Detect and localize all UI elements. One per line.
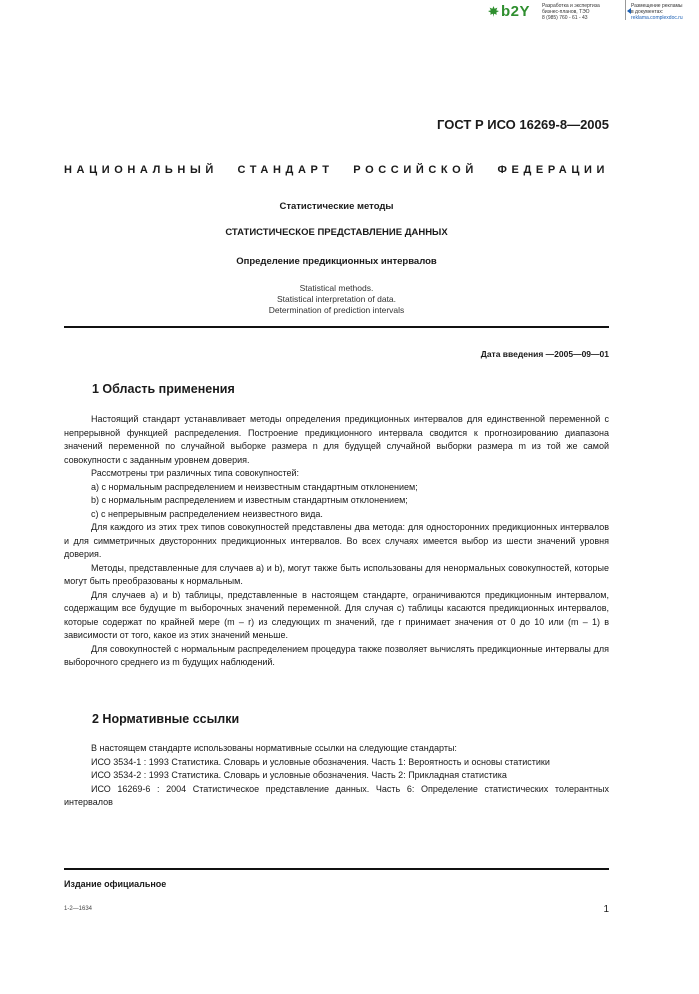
paragraph: Для случаев a) и b) таблицы, представленные в настоящем стандарте, ограничиваются предикционным интервалом, содержащим все будущие m выборочных значений переменной. Для случая c) таблицы касаются предикционных интервалов, которые содержат по крайней мере (m – r) из следующих m значений, где r принимает значения от 0 до 10 или (m – 1) в зависимости от того, какое из этих значений меньше.: [64, 589, 609, 640]
footer-divider: [64, 868, 609, 870]
print-code: 1-2—1634: [64, 906, 93, 912]
section-heading: 1 Область применения: [92, 382, 235, 396]
english-title-line: Determination of prediction intervals: [268, 305, 405, 315]
english-title-line: Statistical interpretation of data.: [276, 294, 397, 304]
paragraph: a) с нормальным распределением и неизвестным стандартным отклонением;: [91, 481, 418, 492]
ad-left-line: Разработка и экспертиза: [542, 3, 600, 9]
ad-right-block[interactable]: [631, 3, 699, 21]
paragraph: Рассмотрены три различных типа совокупностей:: [91, 468, 300, 478]
ad-left-line: 8 (985) 760 - 61 - 43: [542, 15, 588, 21]
section-heading: 2 Нормативные ссылки: [92, 712, 240, 726]
paragraph: В настоящем стандарте использованы нормативные ссылки на следующие стандарты:: [91, 743, 457, 753]
paragraph: Для каждого из этих трех типов совокупностей представлены два метода: для односторонних предикционных интервалов и для симметричных двусторонних предикционных интервалов. Во всех случаях имеется выбор из шести значений уровня доверия.: [64, 522, 609, 559]
paragraph: c) с непрерывным распределением неизвестного вида.: [91, 508, 323, 519]
paragraph: b) с нормальным распределением и известным стандартным отклонением;: [91, 495, 408, 505]
paragraph: Для совокупностей с нормальным распределением процедура также позволяет вычислять предикционные интервалы для выборочного среднего из m будущих наблюдений.: [64, 643, 609, 667]
section-body: [64, 742, 609, 810]
official-edition-label: Издание официальное: [64, 879, 167, 889]
page-number: 1: [603, 904, 609, 915]
english-title: [64, 283, 609, 316]
standard-designation: ГОСТ Р ИСО 16269-8—2005: [437, 117, 609, 132]
ad-left-block[interactable]: [542, 3, 622, 21]
ad-left-line: бизнес-планов, ТЭО: [542, 9, 590, 15]
section-body: [64, 413, 609, 670]
ad-right-line: Размещение рекламы: [631, 3, 683, 9]
paragraph: Методы, представленные для случаев a) и b), могут также быть использованы для ненормальных совокупностей, которые могут быть преобразованы к нормальным.: [64, 562, 609, 586]
paragraph: ИСО 3534-2 : 1993 Статистика. Словарь и условные обозначения. Часть 2: Прикладная статистика: [91, 770, 507, 780]
title-sub: Определение предикционных интервалов: [236, 256, 437, 267]
b2y-logo[interactable]: [488, 3, 530, 20]
title-main: СТАТИСТИЧЕСКОЕ ПРЕДСТАВЛЕНИЕ ДАННЫХ: [225, 227, 448, 238]
ad-link[interactable]: reklama.complexdoc.ru: [631, 15, 683, 21]
banner-word: РОССИЙСКОЙ: [353, 164, 478, 176]
logo-text: b2Y: [501, 3, 531, 20]
banner-word: ФЕДЕРАЦИИ: [497, 164, 609, 176]
national-standard-banner: [64, 164, 609, 176]
ad-right-line: в документах:: [631, 9, 664, 15]
banner-word: НАЦИОНАЛЬНЫЙ: [64, 164, 218, 176]
english-title-line: Statistical methods.: [299, 283, 374, 293]
maple-leaf-icon: [488, 6, 499, 17]
title-divider: [64, 326, 609, 328]
introduction-date: Дата введения —2005—09—01: [480, 349, 609, 359]
ad-divider: [625, 0, 626, 20]
title-group: Статистические методы: [279, 201, 394, 212]
banner-word: СТАНДАРТ: [237, 164, 334, 176]
paragraph: Настоящий стандарт устанавливает методы определения предикционных интервалов для единственной переменной с непрерывной функцией распределения. Построение предикционного интервала сводится к прогнозированию диапазона значений переменной по случайной выборке размера n для будущей случайной выборки размера m из той же самой совокупности с заданным уровнем доверия.: [64, 414, 609, 465]
paragraph: ИСО 16269-6 : 2004 Статистическое представление данных. Часть 6: Определение статистических толерантных интервалов: [64, 783, 609, 807]
paragraph: ИСО 3534-1 : 1993 Статистика. Словарь и условные обозначения. Часть 1: Вероятность и основы статистики: [91, 756, 550, 767]
